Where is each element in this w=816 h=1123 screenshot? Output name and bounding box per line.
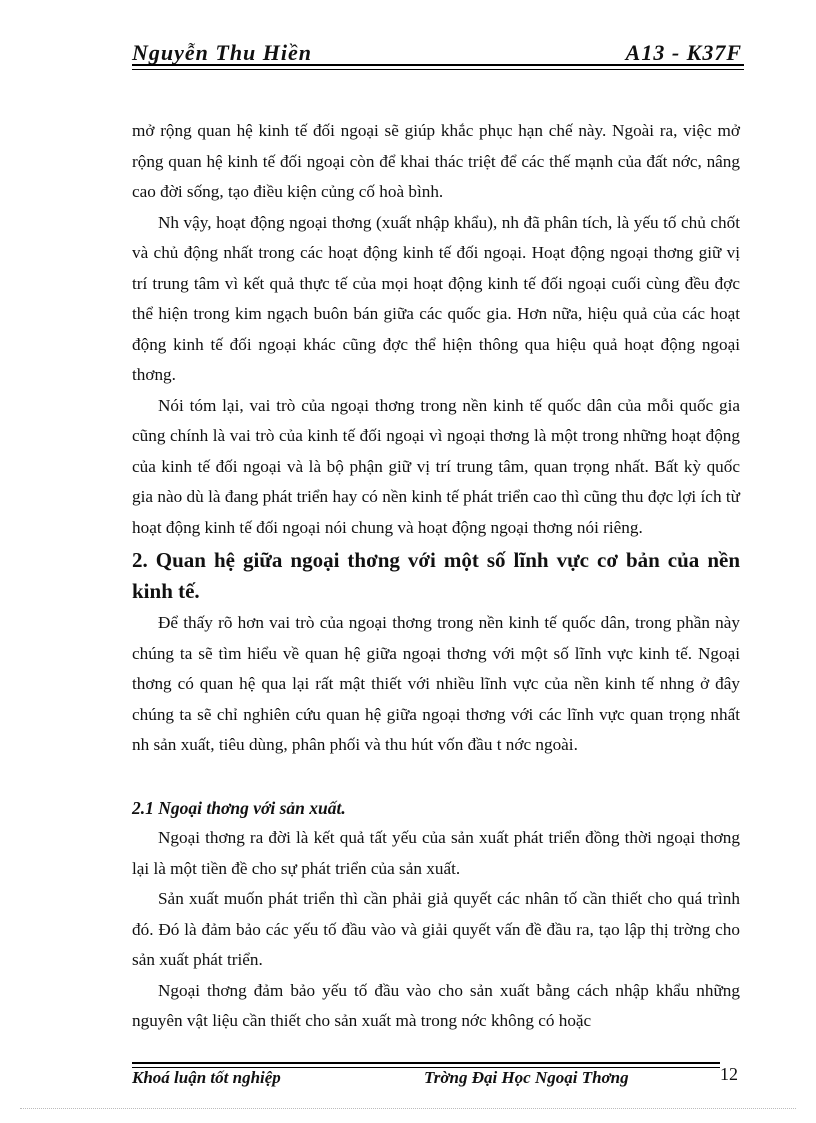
page-header <box>132 40 744 66</box>
paragraph-6: Sản xuất muốn phát triển thì cần phải giả quyết các nhân tố cần thiết cho quá trình đó. Đó là đảm bảo các yếu tố đầu vào và giải quyết vấn đề đầu ra, tạo lập thị trờng cho sản xuất phát triển. <box>132 889 740 969</box>
section-heading-2: 2. Quan hệ giữa ngoại thơng với một số lĩnh vực cơ bản của nền kinh tế. <box>132 548 740 603</box>
paragraph-1: mở rộng quan hệ kinh tế đối ngoại sẽ giúp khắc phục hạn chế này. Ngoài ra, việc mở rộng quan hệ kinh tế đối ngoại còn để khai thác triệt để các thế mạnh của đất nớc, nâng cao đời sống, tạo điều kiện củng cố hoà bình. <box>132 121 740 201</box>
page-number: 12 <box>720 1064 738 1084</box>
footer-thesis-label: Khoá luận tốt nghiệp <box>132 1068 281 1087</box>
paragraph-2: Nh vậy, hoạt động ngoại thơng (xuất nhập khẩu), nh đã phân tích, là yếu tố chủ chốt và chủ động nhất trong các hoạt động kinh tế đối ngoại. Hoạt động ngoại thơng giữ vị trí trung tâm vì kết quả thực tế của mọi hoạt động kinh tế đối ngoại cuối cùng đều đợc thể hiện trong kim ngạch buôn bán giữa các quốc gia. Hơn nữa, hiệu quả của các hoạt động kinh tế đối ngoại khác cũng đợc thể hiện thông qua hiệu quả hoạt động ngoại thơng. <box>132 212 740 384</box>
paragraph-5: Ngoại thơng ra đời là kết quả tất yếu của sản xuất phát triển đồng thời ngoại thơng lại là một tiền đề cho sự phát triển của sản xuất. <box>132 828 740 878</box>
footer-university: Trờng Đại Học Ngoại Thơng <box>424 1068 629 1087</box>
page-body <box>132 116 740 1037</box>
header-rule <box>132 64 744 70</box>
header-class-code: A13 - K37F <box>625 40 742 65</box>
header-author: Nguyễn Thu Hiền <box>132 40 313 65</box>
page-edge-dotted-line <box>20 1108 796 1109</box>
paragraph-3: Nói tóm lại, vai trò của ngoại thơng trong nền kinh tế quốc dân của mỗi quốc gia cũng chính là vai trò của kinh tế đối ngoại vì ngoại thơng là một trong những hoạt động của kinh tế đối ngoại và là bộ phận giữ vị trí trung tâm, quan trọng nhất. Bất kỳ quốc gia nào dù là đang phát triển hay có nền kinh tế phát triển cao thì cũng thu đợc lợi ích từ hoạt động kinh tế đối ngoại nói chung và hoạt động ngoại thơng nói riêng. <box>132 395 740 537</box>
subsection-heading-2-1: 2.1 Ngoại thơng với sản xuất. <box>132 797 346 818</box>
paragraph-7: Ngoại thơng đảm bảo yếu tố đầu vào cho sản xuất bằng cách nhập khẩu những nguyên vật liệu cần thiết cho sản xuất mà trong nớc không có hoặc <box>132 980 740 1030</box>
paragraph-4: Để thấy rõ hơn vai trò của ngoại thơng trong nền kinh tế quốc dân, trong phần này chúng ta sẽ tìm hiểu về quan hệ giữa ngoại thơng với một số lĩnh vực kinh tế. Ngoại thơng có quan hệ qua lại rất mật thiết với nhiều lĩnh vực của nền kinh tế nhng ở đây chúng ta sẽ chỉ nghiên cứu quan hệ giữa ngoại thơng với các lĩnh vực quan trọng nhất nh sản xuất, tiêu dùng, phân phối và thu hút vốn đầu t nớc ngoài. <box>132 613 740 754</box>
